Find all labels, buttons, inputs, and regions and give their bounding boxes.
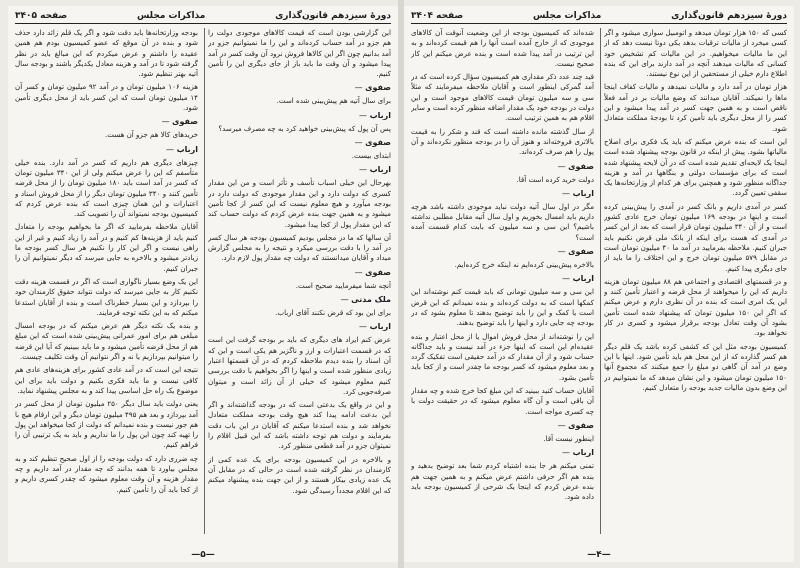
column-right <box>604 28 787 534</box>
speaker-name: صفوی — <box>15 116 198 127</box>
speaker-name: ملک مدنی — <box>208 294 391 305</box>
paragraph: آنچه شما میفرمایید صحیح است. <box>295 280 391 290</box>
page-header <box>15 10 391 24</box>
header-session: دورهٔ سیزدهم قانون‌گذاری <box>275 11 391 21</box>
column-left <box>411 28 594 534</box>
header-page-label: صفحه ۳۴۰۵ <box>15 11 68 21</box>
speaker-name: صفوی — <box>208 137 391 148</box>
speaker-name: صفوی — <box>411 161 594 172</box>
paragraph: چه ضرری دارد که دولت بودجه را از اول صحیح تنظیم کند و به مجلس بیاورد تا همه بدانند که چه مقدار در آمد داریم و چه مقدار هزینه و آن وقت معلوم میشود که چقدر کسری داریم و از کجا باید آن را تأمین کنیم. <box>15 453 198 494</box>
paragraph: آن سالها که ما در مجلس بودیم کمیسیون بودجه هر سال کسر در آمد را با دقت بررسی میکرد و نتیجه را به مجلس گزارش میداد و آقایان میدانستند که دولت چه مقدار پول لازم دارد. <box>208 232 391 263</box>
paragraph: و بنده یک نکته دیگر هم عرض میکنم که در بودجه امسال مبلغی هم برای امور عمرانی پیش‌بینی شده است که این مبلغ هم از محل قرضه تأمین میشود و ما باید ببینیم که آیا این قرضه را میتوانیم بپردازیم یا نه و اگر نتوانیم آن وقت تکلیف چیست. <box>15 321 198 362</box>
paragraph: پس آن پول که پیش‌بینی خواهید کرد به چه مصرف میرسد؟ <box>218 123 391 133</box>
paragraph: چیزهای دیگری هم داریم که کسر در آمد دارد. بنده خیلی متأسفم که این را عرض میکنم ولی از این ۳۴۰ میلیون تومان که کسر در آمد است باید ۱۸۰ میلیون تومان را از محل قرضه تأمین کنند و ۳۴۰ میلیون تومان دیگر را از محل فروش اسناد و اعتبارات و این همان چیزی است که بنده عرض کردم که کمیسیون بودجه نمیتواند آن را تصویب کند. <box>15 157 198 219</box>
paragraph: این است که بنده عرض میکنم که باید یک فکری برای اصلاح مالیاتها بشود. پیش از اینکه در قانون بودجه پیشنهاد شده است اینجا یک لایحه‌ای تقدیم شده است که در آن لایحه پیشنهاد شده است که برای مؤسسات دولتی و بنگاهها در آمد و هزینه جداگانه منظور شود و همچنین برای هر کدام از وزارتخانه‌ها یک سقفی تعیین گردد. <box>604 136 787 198</box>
paragraph: کسی که ۱۵۰ هزار تومان میدهد و اتومبیل سواری میشود و اگر کسی میخرد از مالیات ترقیات بدهد یکی دوتا نیست دهد که از این ما مالیات میخواهیم. در این مالیات کم تشخیص خود کسانی که مالیات میدهند آنچه در آمد دارند برای این که بنده اطلاع دارم خیلی از مستحقین از این نوع نیستند. <box>604 28 787 79</box>
column-divider <box>600 28 601 534</box>
paragraph: ابتدای بیست. <box>351 151 391 161</box>
speaker-name: ارباب — <box>208 110 391 121</box>
paragraph: عرض کنم ایراد های دیگری که باید بر بودجه گرفت این است که در قسمت اعتبارات و ارز و ناگزیر هم یکی است و این که آن اسناد را بنده دیدم ملاحظه کردم که در آن قسمتها اعتبار زیادی منظور شده است و اینها را اگر بخواهیم با دقت بررسی کنیم معلوم میشود که خیلی از آن زائد است و میتوان صرفه‌جویی کرد. <box>208 335 391 396</box>
page-3405 <box>8 6 398 562</box>
paragraph: و در قسمتهای اقتصادی و اجتماعی هم ۸۸ میلیون تومان هزینه داریم که این را میخواهند از محل قرضه و اعتبار تأمین کنند و این یک امری است که بنده در آن نظری دارم و عرض میکنم که اگر این ۱۵۰ میلیون تومان که پیشنهاد شده است تأمین بشود آن وقت تعادل بودجه برقرار میشود و کسری در کار نخواهد بود. <box>604 276 787 338</box>
column-divider <box>204 28 205 534</box>
header-journal: مذاکرات مجلس <box>136 11 206 21</box>
speaker-name: ارباب — <box>208 164 391 175</box>
paragraph: کمیسیون بودجه مثل این که کشفی کرده باشد یک قلم دیگر هم کسر گذارده که از این محل هم باید تأمین شود. اینها با این وضع در آمد آن گاهی دو مبلغ را جمع میکنند که مجموع آنها ۱۵۰ میلیون تومان میشود و این نشان میدهد که ما نمیتوانیم در این وضع بدون مالیات جدید بودجه را متعادل کنیم. <box>604 341 787 392</box>
speaker-name: ارباب — <box>15 144 198 155</box>
paragraph: بهرحال این خیلی اسباب تأسف و تأثر است و من این مقدار کسری که دولت دارد و این مقدار موجودی که دولت دارد در بودجه میآورد و هیچ معلوم نیست که این کسر از کجا تأمین میشود و به همین جهت بنده عرض کردم که دولت حساب کند که این مقدار پول از کجا پیدا میشود. <box>208 178 391 229</box>
paragraph: و بالاخره در این کمیسیون بودجه برای یک عده کمی از کارمندان در نظر گرفته شده است در حالی که در مقابل آن یک عده زیادی بیکار هستند و از این جهت بنده پیشنهاد میکنم که این اقلام مجدداً رسیدگی شود. <box>208 454 391 495</box>
paragraph: بالاخره پیش‌بینی کرده‌ایم نه اینکه خرج کرده‌ایم. <box>454 260 594 270</box>
paragraph: این یک وضع بسیار ناگواری است که اگر در قسمت هزینه دقت نکنیم کار به جایی میرسد که دولت نتواند حقوق کارمندان خود را بپردازد و این بسیار خطرناک است و بنده از آقایان استدعا میکنم که به این نکته توجه فرمایند. <box>15 276 198 317</box>
speaker-name: صفوی — <box>411 420 594 431</box>
paragraph: آقایان ملاحظه بفرمایید که اگر ما بخواهیم بودجه را متعادل کنیم باید از هزینه‌ها کم کنیم و در آمد را زیاد کنیم و غیر از این راهی نیست و اگر این کار را نکنیم هر سال کسر بودجه ما زیادتر میشود و بالاخره به جایی میرسد که دیگر نمیتوانیم آن را جبران کنیم. <box>15 222 198 273</box>
paragraph: دولت خرید کرده است آقا. <box>516 174 594 184</box>
paragraph: خرید‌های کالا هم جزو آن هست. <box>105 130 198 140</box>
column-left <box>15 28 198 534</box>
page-number: —۴— <box>587 550 611 560</box>
column-right <box>208 28 391 534</box>
speaker-name: صفوی — <box>208 82 391 93</box>
header-session: دورهٔ سیزدهم قانون‌گذاری <box>671 11 787 21</box>
page-3404 <box>404 6 794 562</box>
paragraph: هزار تومان در آمد دارد و مالیات نمیدهد و مالیات کفاف اینجا ماها را نمیکند. آقایان میدانند که وضع مالیات بر در آمد فعلاً ناقص است و به همین جهت کسر در آمد پیدا میشود و این کسر را از محل دیگری باید تأمین کرد تا بودجهٔ مملکت متعادل شود. <box>604 82 787 133</box>
header-page-label: صفحه ۳۴۰۴ <box>411 11 464 21</box>
paragraph: قید چند عدد ذکر مقداری هم کمیسیون سؤال کرده است که در آمد گمرکی اینطور است و آقایان ملاحظه میفرمایند که مثلاً سی و سه میلیون تومان قیمت کالاهای موجود است و این دولت در بودجه خود یک مقدار اضافه منظور کرده است و سایر اقلام هم به همین ترتیب است. <box>411 72 594 123</box>
paragraph: کسر در آمدی داریم و بانک کسر در آمدی را پیش‌بینی کرده است و اینها در بودجه ۱۶۹ میلیون تومان خرج عادی کشور است و از آن ۳۴۰ میلیون تومان قرار است که بعد از این کسر در آمدی که هست برای اینکه از بانک ملی قرض نکنیم باید جبران کنیم. ملاحظه بفرمایید در آمد ما ۴۰ میلیون تومان است در مقابل ۵۷۹ میلیون تومان خرج و این اختلاف را ما باید از جای دیگری پیدا کنیم. <box>604 201 787 273</box>
speaker-name: ارباب — <box>411 188 594 199</box>
speaker-name: ارباب — <box>411 273 594 284</box>
page-number: —۵— <box>191 550 215 560</box>
paragraph: این را نوشته‌اند از محل فروش اموال یا از محل اعتبار و بنده عقیده‌ام این است که اینها جزء در آمد نیست و باید جداگانه حساب شود و از آن مقدار که در آمد حقیقی است تفکیک گردد و بعد معلوم میشود که کسر بودجه ما چقدر است و از کجا باید تأمین بشود. <box>411 331 594 382</box>
paragraph: و این در واقع یک بدعتی است که در بودجه گذاشته‌اند و اگر این بدعت ادامه پیدا کند هیچ وقت بودجه مملکت متعادل نخواهد شد و بنده استدعا میکنم که آقایان در این باب دقت بفرمایند و دولت هم توجه داشته باشد که این قبیل اقلام را نمیتوان جزو در آمد قطعی منظور کرد. <box>208 400 391 451</box>
text-columns <box>411 28 787 534</box>
header-journal: مذاکرات مجلس <box>532 11 602 21</box>
paragraph: این سی و سه میلیون تومانی که باید قیمت کنم نوشته‌اند این کمکها است که به دولت کرده‌اند و بنده نمیدانم که این قرض است یا کمک و این را باید توضیح بدهند تا معلوم بشود که در بودجه چه جایی دارد و اینها را باید توضیح بدهند. <box>411 287 594 328</box>
paragraph: شده‌اند که کمیسیون بودجه از این وضعیت آنوقت آن کالاهای موجودی که از خارج آمده است آنها را هم قیمت کرده‌اند و به این ترتیب در آمد پیدا شده است و بنده عرض میکنم این کار صحیح نیست. <box>411 28 594 68</box>
speaker-name: صفوی — <box>208 267 391 278</box>
paragraph: این گزارشی بودن است که قیمت کالاهای موجودی دولت را هم جزو در آمد حساب کرده‌اند و این را ما نمیتوانیم جزو در آمد بدانیم چون اگر این کالاها فروش نرود آن وقت کسر در آمد پیدا میشود و آن وقت ما باید باز از جای دیگری این را تأمین کنیم. <box>208 28 391 79</box>
paragraph: هزینه ۱۰۶ میلیون تومان و در آمد ۹۲ میلیون تومان و کسر آن ۱۴ میلیون تومان است که این کسر باید از محل دیگری تأمین شود. <box>15 82 198 113</box>
text-columns <box>15 28 391 534</box>
speaker-name: صفوی — <box>411 246 594 257</box>
paragraph: آقایان حساب کنید ببینید که این مبلغ کجا خرج شده و چه مقدار آن باقی است و آن گاه معلوم میشود که در حقیقت دولت با چه کسری مواجه است. <box>411 386 594 416</box>
paragraph: اینطور نیست آقا. <box>543 433 594 443</box>
paragraph: مگر در اول سال آتیه دولت نباید موجودی داشته باشد هرچه داریم باید امسال بخوریم و اول سال آتیه مقابل مطلبی نداشته باشیم؟ این سی و سه میلیون که بابت کدام قسمت آمده است؟ <box>411 201 594 242</box>
paragraph: تمنی میکنم هر جا بنده اشتباه کردم شما بعد توضیح بدهید و بنده هم اگر حرفی داشتم عرض میکنم و به همین جهت هم بنده عرض کردم که اینجا یک شرحی از کمیسیون بودجه باید داده شود. <box>411 461 594 502</box>
paragraph: نتیجه این است که در آمد عادی کشور برای هزینه‌های عادی هم کافی نیست و ما باید فکری بکنیم و دولت باید برای این موضوع یک راه حل اساسی پیدا کند و به مجلس پیشنهاد نماید. <box>15 365 198 395</box>
speaker-name: ارباب — <box>208 321 391 332</box>
paragraph: یعنی دولت باید سال دیگر ۲۵۰ میلیون تومان از محل کسر در آمد بپردازد و بعد هم ۴۹۵ میلیون تومان دیگر و این ارقام هیچ با هم جور نیست و بنده نمیدانم که دولت از کجا میخواهد این پول را تهیه کند چون این پول را ما نداریم و باید به یک ترتیبی آن را فراهم کنیم. <box>15 399 198 450</box>
paragraph: برای سال آتیه هم پیش‌بینی شده است. <box>276 96 391 106</box>
paragraph: برای این بود که قرض نکنند آقای ارباب. <box>275 308 391 318</box>
paragraph: بودجه وزارتخانه‌ها باید دقت شود و اگر یک قلم زائد دارد حذف شود و بنده در آن موقع که عضو کمیسیون بودم هم همین عقیده را داشتم و عرض میکردم که این مبالغ باید در نظر گرفته شود تا در آمد و هزینه معادل یکدیگر باشند و بودجه سال آتیه بهتر تنظیم شود. <box>15 28 198 79</box>
paragraph: از سال گذشته مانده داشته است که قند و شکر را به قیمت بالاتری فروخته‌اند و هنوز آن را در بودجه منظور نکرده‌اند و آن پول را هم صرف کرده‌اند. <box>411 126 594 157</box>
speaker-name: ارباب — <box>411 447 594 458</box>
page-header <box>411 10 787 24</box>
